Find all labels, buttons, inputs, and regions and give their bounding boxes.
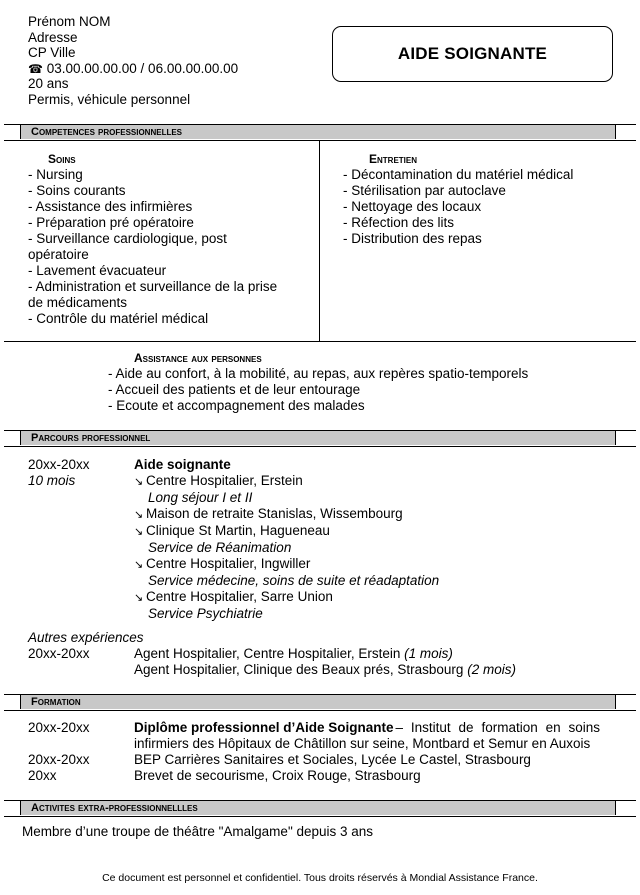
- diploma-institution: infirmiers des Hôpitaux de Châtillon sur seine, Montbard et Semur en Auxois: [134, 736, 591, 751]
- parcours-detail-col: [134, 457, 439, 622]
- list-item: - Soins courants: [28, 183, 126, 198]
- phone-icon: ☎: [28, 61, 43, 76]
- entretien-block: [343, 151, 573, 247]
- candidate-address: Adresse: [28, 29, 78, 45]
- assistance-title: Assistance aux personnes: [134, 351, 262, 365]
- workplace: ↘ Centre Hospitalier, Erstein: [134, 473, 303, 488]
- formation-entry: Diplôme professionnel d’Aide Soignante – Institut de formation en soins infirmiers des Hôpitaux de Châtillon sur seine, Montbard et Semur en Auxois: [134, 720, 600, 751]
- arrow-icon: ↘: [134, 592, 144, 604]
- period: 20xx-20xx: [28, 720, 90, 735]
- candidate-city: CP Ville: [28, 45, 76, 61]
- list-item: - Réfection des lits: [343, 215, 455, 230]
- list-item: - Nursing: [28, 167, 83, 182]
- list-item: - Décontamination du matériel médical: [343, 167, 574, 182]
- candidate-phone-line: [28, 61, 238, 77]
- job-title: AIDE SOIGNANTE: [397, 44, 548, 63]
- role-title: Aide soignante: [134, 457, 231, 472]
- arrow-icon: ↘: [134, 509, 144, 521]
- list-item: - Contrôle du matériel médical: [28, 311, 209, 326]
- workplace: ↘ Centre Hospitalier, Sarre Union: [134, 589, 333, 604]
- duration: 10 mois: [28, 473, 76, 488]
- workplace-service: Long séjour I et II: [148, 490, 253, 505]
- arrow-icon: ↘: [134, 559, 144, 571]
- period: 20xx-20xx: [28, 646, 90, 661]
- list-item: Agent Hospitalier, Centre Hospitalier, Erstein (1 mois): [134, 646, 453, 661]
- section-rule: [4, 710, 636, 711]
- section-heading-parcours: Parcours professionnel: [20, 431, 616, 445]
- section-heading-competences: Competences professionnelles: [20, 125, 616, 139]
- column-divider: [319, 141, 320, 341]
- workplace: ↘ Centre Hospitalier, Ingwiller: [134, 556, 311, 571]
- list-item: - Nettoyage des locaux: [343, 199, 482, 214]
- candidate-phone: 03.00.00.00.00 / 06.00.00.00.00: [46, 60, 239, 76]
- list-item: Agent Hospitalier, Clinique des Beaux prés, Strasbourg (2 mois): [134, 662, 516, 677]
- section-heading-formation: Formation: [20, 695, 616, 709]
- section-rule: [4, 140, 636, 141]
- other-experiences-list: [134, 646, 516, 678]
- section-rule: [4, 446, 636, 447]
- entretien-title: Entretien: [369, 152, 418, 166]
- arrow-icon: ↘: [134, 526, 144, 538]
- list-item: opératoire: [28, 247, 89, 262]
- period: 20xx: [28, 768, 57, 783]
- list-item: - Préparation pré opératoire: [28, 215, 194, 230]
- list-item: - Administration et surveillance de la prise: [28, 279, 278, 294]
- period: 20xx-20xx: [28, 752, 90, 767]
- formation-entry: Brevet de secourisme, Croix Rouge, Strasbourg: [134, 768, 421, 783]
- job-title-box: [332, 26, 613, 82]
- list-item: - Ecoute et accompagnement des malades: [108, 398, 365, 413]
- list-item: - Aide au confort, à la mobilité, au repas, aux repères spatio-temporels: [108, 366, 529, 381]
- workplace: ↘ Maison de retraite Stanislas, Wissembourg: [134, 506, 403, 521]
- list-item: - Distribution des repas: [343, 231, 482, 246]
- assistance-block: [108, 350, 528, 414]
- workplace-service: Service Psychiatrie: [148, 606, 263, 621]
- workplace-service: Service de Réanimation: [148, 540, 292, 555]
- other-experiences-label: Autres expériences: [28, 630, 144, 645]
- workplace-service: Service médecine, soins de suite et réadaptation: [148, 573, 440, 588]
- candidate-license: Permis, véhicule personnel: [28, 91, 191, 107]
- activity-text: Membre d’une troupe de théâtre "Amalgame" depuis 3 ans: [22, 824, 374, 839]
- list-item: - Stérilisation par autoclave: [343, 183, 506, 198]
- arrow-icon: ↘: [134, 476, 144, 488]
- period: 20xx-20xx: [28, 457, 90, 472]
- list-item: - Lavement évacuateur: [28, 263, 167, 278]
- list-item: - Accueil des patients et de leur entourage: [108, 382, 361, 397]
- parcours-period-col: [28, 457, 90, 489]
- candidate-name: Prénom NOM: [28, 14, 111, 29]
- formation-entry: BEP Carrières Sanitaires et Sociales, Lycée Le Castel, Strasbourg: [134, 752, 531, 767]
- soins-block: [28, 151, 277, 327]
- list-item: - Surveillance cardiologique, post: [28, 231, 227, 246]
- soins-title: Soins: [48, 152, 76, 166]
- identity-block: [28, 14, 238, 108]
- section-rule: [4, 341, 636, 342]
- diploma-title: Diplôme professionnel d’Aide Soignante: [134, 720, 394, 735]
- footer-note: Ce document est personnel et confidentiel. Tous droits réservés à Mondial Assistance France.: [102, 872, 538, 884]
- candidate-age: 20 ans: [28, 76, 69, 92]
- list-item: de médicaments: [28, 295, 128, 310]
- section-heading-activites: Activites extra-professionnellles: [20, 801, 616, 815]
- list-item: - Assistance des infirmières: [28, 199, 193, 214]
- section-rule: [4, 816, 636, 817]
- workplace: ↘ Clinique St Martin, Hagueneau: [134, 523, 330, 538]
